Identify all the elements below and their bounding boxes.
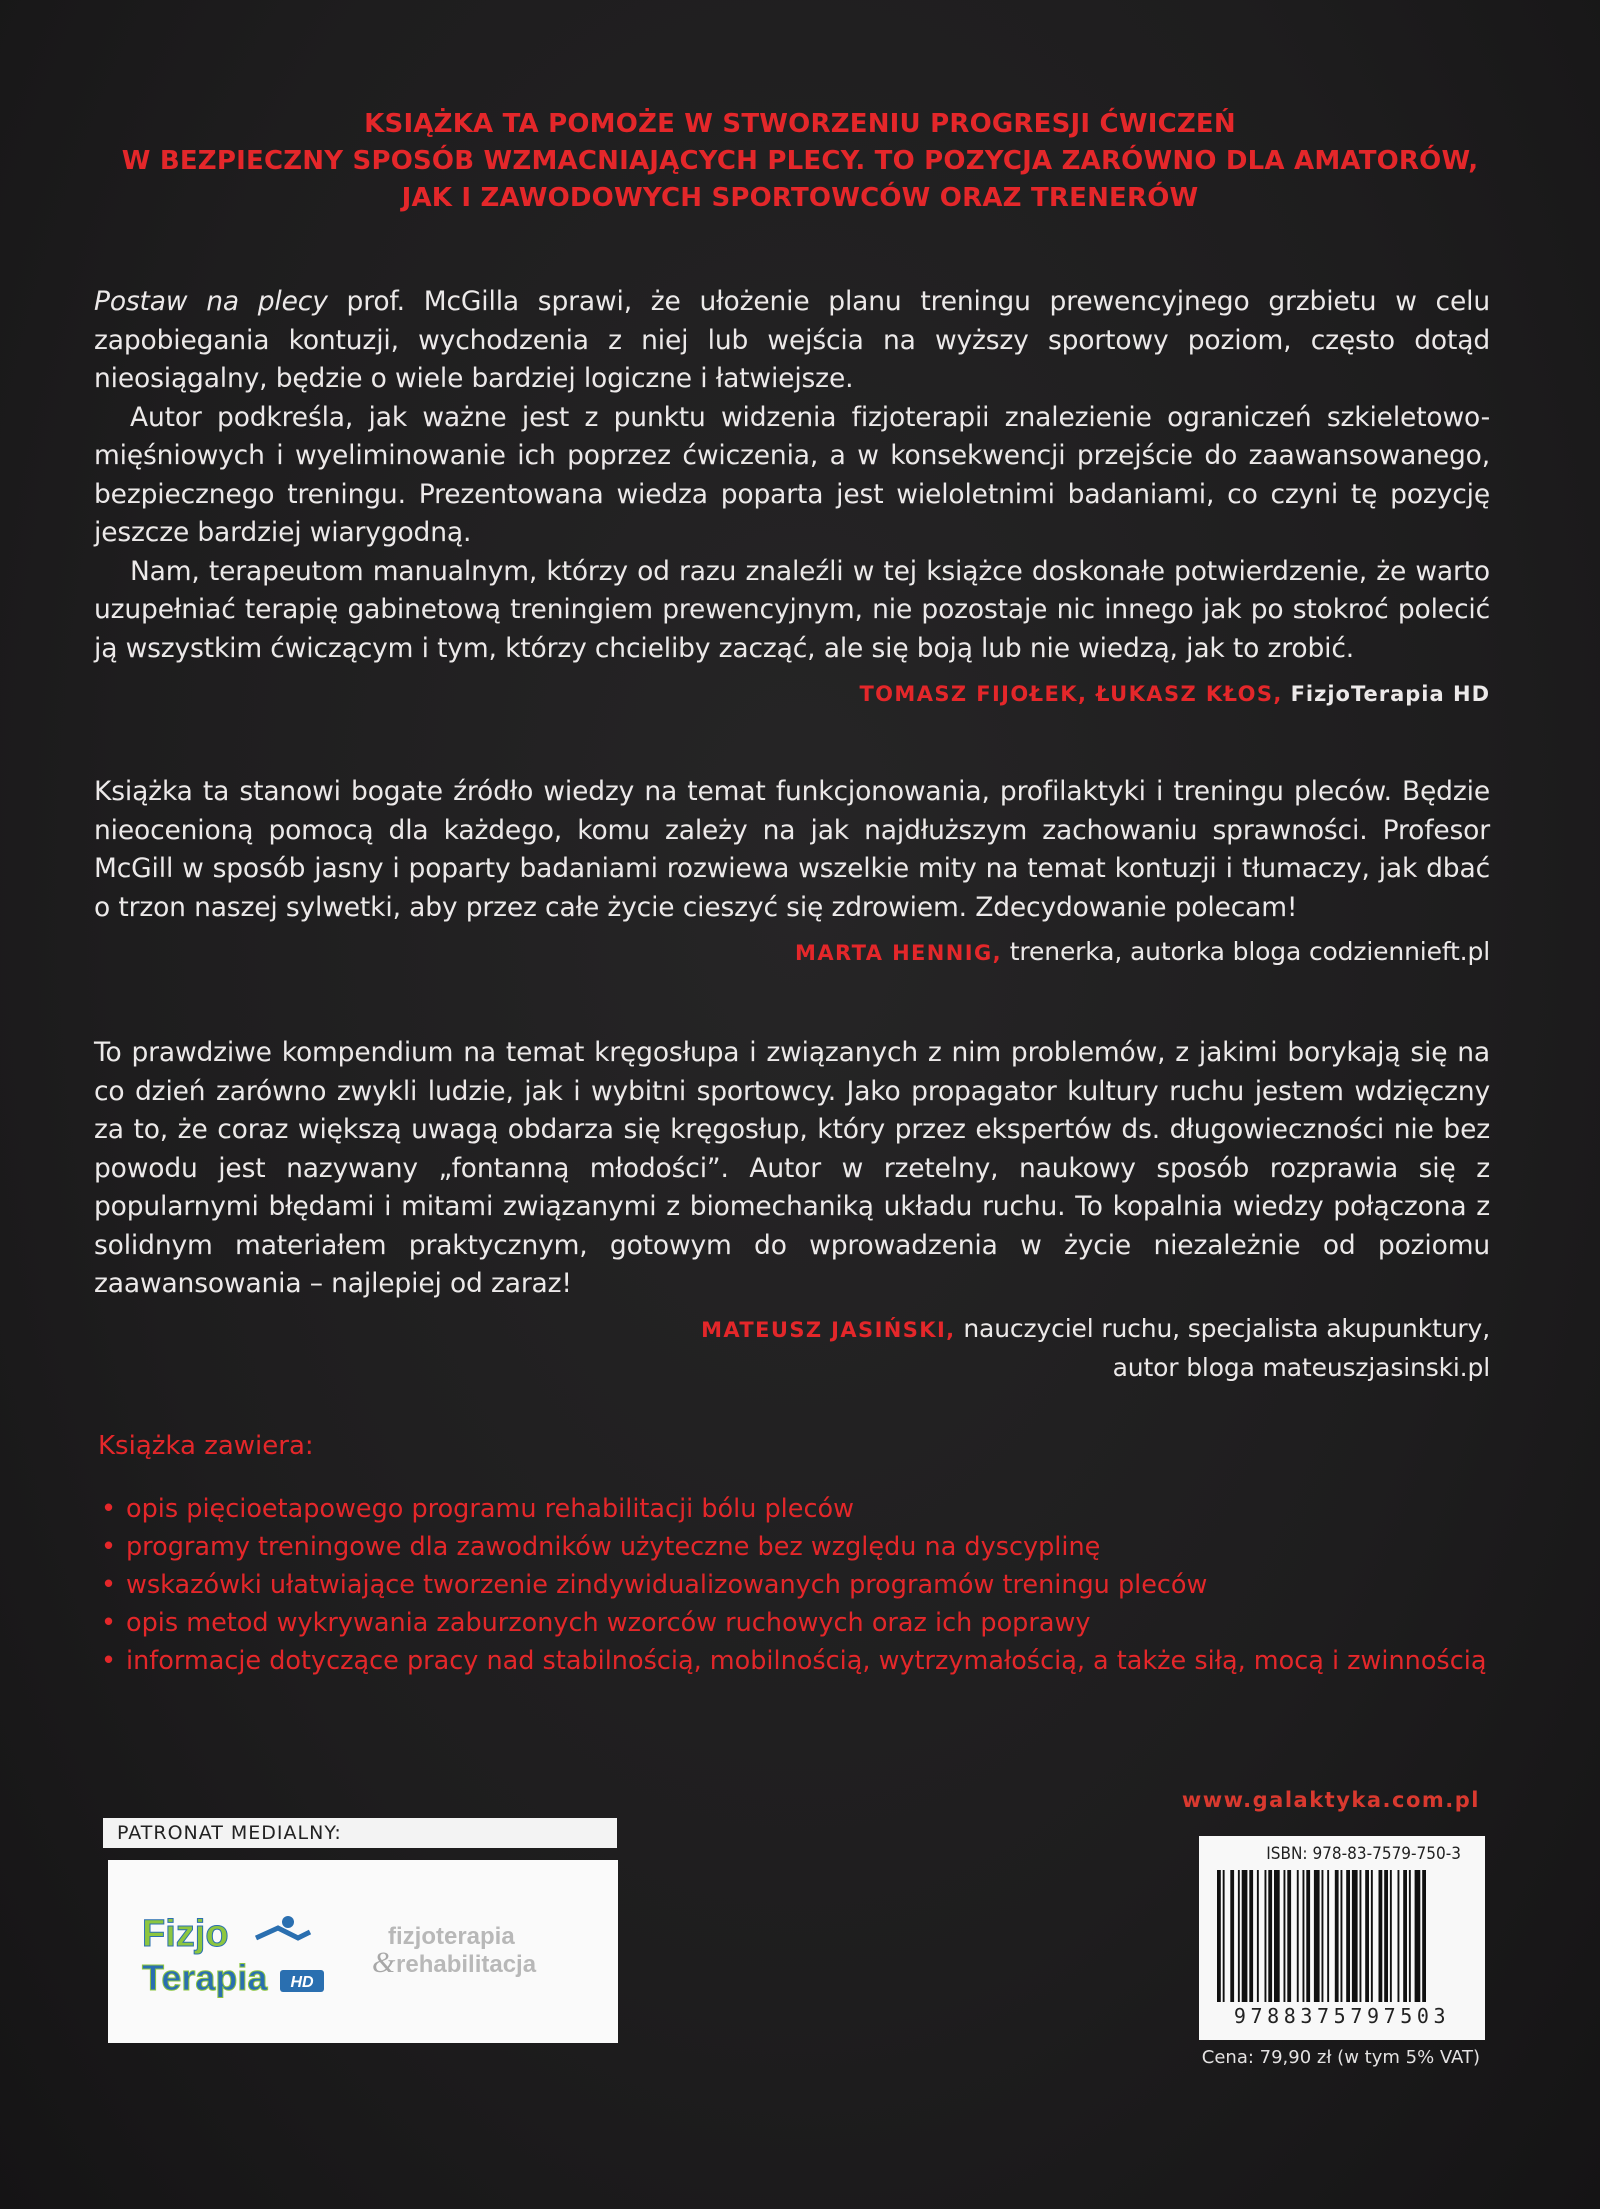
barcode-bar — [1365, 1870, 1369, 2002]
review-signature — [94, 933, 1490, 972]
isbn-barcode — [1199, 1836, 1485, 2040]
headline-line: JAK I ZAWODOWYCH SPORTOWCÓW ORAZ TRENERÓW — [401, 183, 1199, 213]
review-signature — [94, 674, 1490, 713]
svg-text:fizjoterapia: fizjoterapia — [388, 1923, 515, 1950]
barcode-bar — [1284, 1870, 1286, 2002]
barcode-bar — [1287, 1870, 1291, 2002]
review-marta-hennig — [94, 773, 1490, 972]
review-paragraph: Autor podkreśla, jak ważne jest z punktu widzenia fizjoterapii znalezienie ograniczeń szkieletowo-mięśniowych i wyeliminowanie ich poprzez ćwiczenia, a w konsekwencji przejście do zaawansowanego, bezpiecznego treningu. Prezentowana wiedza poparta jest wieloletnimi badaniami, co czyni tę pozycję jeszcze bardziej wiarygodną. — [94, 401, 1490, 548]
barcode-bar — [1274, 1870, 1280, 2002]
list-item: • informacje dotyczące pracy nad stabilnością, mobilnością, wytrzymałością, a także siłą, mocą i zwinnością — [98, 1642, 1518, 1680]
barcode-bar — [1360, 1870, 1362, 2002]
publisher-website: www.galaktyka.com.pl — [1181, 1788, 1480, 1812]
cover-headline — [80, 106, 1520, 217]
barcode-bar — [1415, 1870, 1421, 2002]
barcode-bar — [1242, 1870, 1248, 2002]
media-patronage-label: PATRONAT MEDIALNY: — [103, 1818, 617, 1848]
svg-text:Terapia: Terapia — [142, 1957, 268, 1998]
barcode-bar — [1257, 1870, 1259, 2002]
barcode-bar — [1223, 1870, 1225, 2002]
barcode-bars — [1217, 1870, 1467, 2002]
list-item: • opis pięcioetapowego programu rehabilitacji bólu pleców — [98, 1490, 1518, 1528]
barcode-bar — [1398, 1870, 1400, 2002]
barcode-bar — [1327, 1870, 1329, 2002]
barcode-bar — [1249, 1870, 1253, 2002]
barcode-bar — [1238, 1870, 1240, 2002]
barcode-bar — [1371, 1870, 1373, 2002]
barcode-bar — [1230, 1870, 1234, 2002]
barcode-bar — [1268, 1870, 1272, 2002]
review-mateusz-jasinski — [94, 1034, 1490, 1387]
fizjoterapia-hd-logo — [138, 1902, 348, 2012]
isbn-text: ISBN: 978-83-7579-750-3 — [1266, 1844, 1461, 1864]
barcode-bar — [1322, 1870, 1324, 2002]
reviewer-role-line2: autor bloga mateuszjasinski.pl — [1112, 1352, 1490, 1382]
contents-list — [98, 1490, 1518, 1680]
reviewer-name: MATEUSZ JASIŃSKI, — [701, 1317, 956, 1342]
barcode-bar — [1303, 1870, 1305, 2002]
barcode-bar — [1306, 1870, 1310, 2002]
barcode-bar — [1341, 1870, 1343, 2002]
headline-line: W BEZPIECZNY SPOSÓB WZMACNIAJĄCYCH PLECY. TO POZYCJA ZARÓWNO DLA AMATORÓW, — [121, 146, 1479, 176]
reviewer-role: FizjoTerapia HD — [1290, 682, 1490, 706]
barcode-bar — [1422, 1870, 1426, 2002]
barcode-bar — [1335, 1870, 1339, 2002]
reviewer-name: TOMASZ FIJOŁEK, ŁUKASZ KŁOS, — [859, 682, 1283, 706]
reviewer-role: trenerka, autorka bloga codziennieft.pl — [1009, 937, 1490, 966]
barcode-bar — [1352, 1870, 1358, 2002]
price-label: Cena: 79,90 zł (w tym 5% VAT) — [1201, 2047, 1480, 2068]
review-signature — [94, 1310, 1490, 1387]
svg-text:HD: HD — [290, 1974, 314, 1991]
barcode-bar — [1217, 1870, 1221, 2002]
list-item: • wskazówki ułatwiające tworzenie zindywidualizowanych programów treningu pleców — [98, 1566, 1518, 1604]
review-fizjoterapia-hd — [94, 283, 1490, 713]
svg-text:rehabilitacja: rehabilitacja — [396, 1951, 537, 1978]
review-paragraph: Postaw na plecy prof. McGilla sprawi, że ułożenie planu treningu prewencyjnego grzbietu w celu zapobiegania kontuzji, wychodzenia z niej lub wejścia na wyższy sportowy poziom, często dotąd nieosiągalny, będzie o wiele bardziej logiczne i łatwiejsze. — [94, 286, 1490, 394]
list-item: • opis metod wykrywania zaburzonych wzorców ruchowych oraz ich poprawy — [98, 1604, 1518, 1642]
barcode-bar — [1384, 1870, 1388, 2002]
list-item: • programy treningowe dla zawodników użyteczne bez względu na dyscyplinę — [98, 1528, 1518, 1566]
svg-text:Fizjo: Fizjo — [142, 1913, 229, 1955]
contents-heading: Książka zawiera: — [98, 1431, 314, 1461]
barcode-bar — [1409, 1870, 1411, 2002]
book-contents — [98, 1430, 1518, 1680]
media-patronage-logos — [108, 1860, 618, 2043]
barcode-number: 9788375797503 — [1233, 2004, 1451, 2028]
review-paragraph: Nam, terapeutom manualnym, którzy od razu znaleźli w tej książce doskonałe potwierdzenie, że warto uzupełniać terapię gabinetową treningiem prewencyjnym, nie pozostaje nic innego jak po stokroć polecić ją wszystkim ćwiczącym i tym, którzy chcieliby zacząć, ale się boją lub nie wiedzą, jak to zrobić. — [94, 555, 1490, 664]
barcode-bar — [1390, 1870, 1392, 2002]
barcode-bar — [1314, 1870, 1320, 2002]
svg-text:&: & — [372, 1946, 396, 1979]
barcode-bar — [1403, 1870, 1407, 2002]
barcode-bar — [1346, 1870, 1350, 2002]
book-title: Postaw na plecy — [94, 286, 328, 317]
review-paragraph: To prawdziwe kompendium na temat kręgosłupa i związanych z nim problemów, z jakimi borykają się na co dzień zarówno zwykli ludzie, jak i wybitni sportowcy. Jako propagator kultury ruchu jestem wdzięczny za to, że coraz większą uwagą obdarza się kręgosłup, który przez ekspertów ds. długowieczności nie bez powodu jest nazywany „fontanną młodości”. Autor w rzetelny, naukowy sposób rozprawia się z popularnymi błędami i mitami związanymi z biomechaniką układu ruchu. To kopalnia wiedzy połączona z solidnym materiałem praktycznym, gotowym do wprowadzenia w życie niezależnie od poziomu zaawansowania – najlepiej od zaraz! — [94, 1037, 1490, 1299]
review-paragraph: Książka ta stanowi bogate źródło wiedzy na temat funkcjonowania, profilaktyki i treningu pleców. Będzie nieocenioną pomocą dla każdego, komu zależy na jak najdłuższym zachowaniu sprawności. Profesor McGill w sposób jasny i poparty badaniami rozwiewa wszelkie mity na temat kontuzji i tłumaczy, jak dbać o trzon naszej sylwetki, aby przez całe życie cieszyć się zdrowiem. Zdecydowanie polecam! — [94, 776, 1490, 923]
barcode-bar — [1265, 1870, 1267, 2002]
barcode-bar — [1297, 1870, 1299, 2002]
headline-line: KSIĄŻKA TA POMOŻE W STWORZENIU PROGRESJI ĆWICZEŃ — [364, 109, 1236, 139]
barcode-bar — [1379, 1870, 1383, 2002]
reviewer-name: MARTA HENNIG, — [795, 941, 1002, 965]
reviewer-role: nauczyciel ruchu, specjalista akupunktury, — [963, 1313, 1490, 1343]
fizjoterapia-rehabilitacja-logo — [366, 1914, 606, 1994]
